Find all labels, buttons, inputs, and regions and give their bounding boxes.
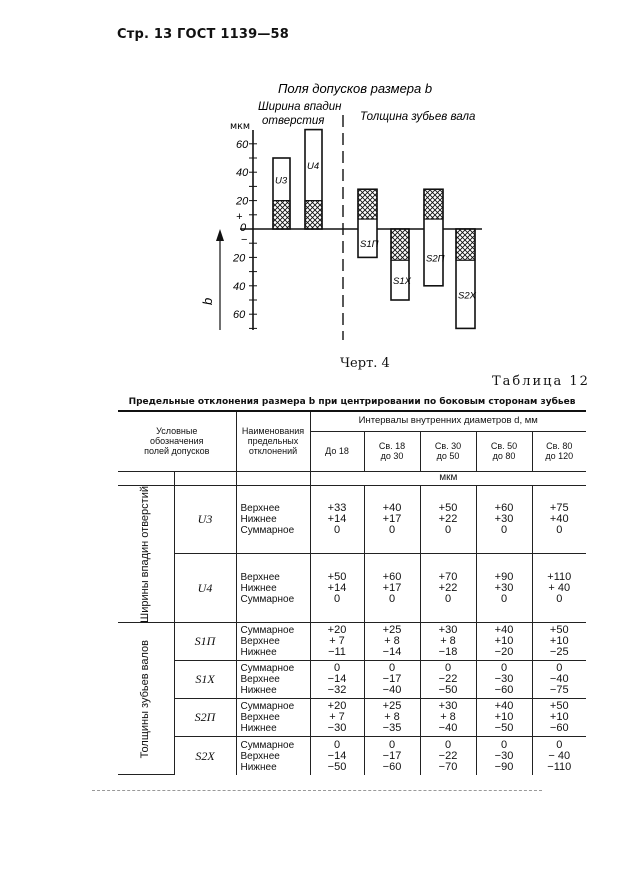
axis-tick-label: 20 [236, 195, 249, 208]
axis-tick-label: 20 [233, 252, 246, 265]
value-cell: +33 +14 0 [310, 485, 364, 554]
axis-tick-label: + [236, 210, 243, 223]
value-cell: +50 +22 0 [420, 485, 476, 554]
axis-zero-label: 0 [240, 222, 247, 234]
group-label-cell: Ширины впадин отверстий [118, 485, 174, 623]
names-header: Наименования предельных отклонений [236, 411, 310, 471]
value-cell: 0 −22 −50 [420, 661, 476, 699]
interval-header-1: До 18 [310, 431, 364, 471]
value-cell: +20 + 7 −30 [310, 699, 364, 737]
group-label-cell: Толщины зубьев валов [118, 623, 174, 775]
zone-s2п [424, 189, 445, 286]
zone-hatched-part [456, 229, 475, 260]
deviation-names: Верхнее Нижнее Суммарное [236, 485, 310, 554]
table-row [118, 737, 586, 775]
deviation-names: Суммарное Верхнее Нижнее [236, 737, 310, 775]
tolerance-code: U4 [174, 554, 236, 623]
table-row [118, 554, 586, 623]
left-group-label-line2: отверстия [262, 115, 325, 127]
axis-tick-label: 40 [236, 167, 249, 180]
value-cell: +40 +17 0 [364, 485, 420, 554]
axis-minus-sign: − [241, 233, 248, 246]
value-cell: 0 −17 −60 [364, 737, 420, 775]
zone-s2x [456, 229, 477, 328]
zone-hatched-part [424, 189, 443, 219]
deviation-names: Суммарное Верхнее Нижнее [236, 661, 310, 699]
table-row [118, 661, 586, 699]
interval-header-3: Св. 30 до 50 [420, 431, 476, 471]
value-cell: 0 −22 −70 [420, 737, 476, 775]
zone-label: U3 [275, 175, 288, 187]
interval-header-2: Св. 18 до 30 [364, 431, 420, 471]
zone-hatched-part [273, 201, 290, 229]
left-group-label-line1: Ширина впадин [258, 101, 342, 113]
zone-s1п [358, 189, 379, 257]
value-cell: +40 +10 −50 [476, 699, 532, 737]
value-cell: +60 +17 0 [364, 554, 420, 623]
figure-caption: Черт. 4 [340, 356, 390, 371]
value-cell: +110 + 40 0 [532, 554, 586, 623]
zone-s1x [391, 229, 412, 300]
value-cell: +30 + 8 −40 [420, 699, 476, 737]
value-cell: +20 + 7 −11 [310, 623, 364, 661]
value-cell: +30 + 8 −18 [420, 623, 476, 661]
right-group-label: Толщина зубьев вала [360, 111, 476, 123]
table-row [118, 699, 586, 737]
symbols-header: Условные обозначения полей допусков [118, 411, 236, 471]
table-row [118, 485, 586, 554]
zone-hatched-part [305, 201, 322, 229]
value-cell: 0 − 40 −110 [532, 737, 586, 775]
zone-hatched-part [391, 229, 409, 260]
value-cell: +40 +10 −20 [476, 623, 532, 661]
deviation-names: Суммарное Верхнее Нижнее [236, 699, 310, 737]
b-arrowhead [216, 229, 224, 241]
value-cell: 0 −17 −40 [364, 661, 420, 699]
value-cell: +75 +40 0 [532, 485, 586, 554]
zone-label: S1П [360, 239, 379, 251]
deviation-names: Верхнее Нижнее Суммарное [236, 554, 310, 623]
zone-label: S2X [458, 290, 476, 302]
value-cell: 0 −30 −60 [476, 661, 532, 699]
axis-tick-label: 60 [233, 309, 246, 322]
value-cell: +60 +30 0 [476, 485, 532, 554]
interval-header-4: Св. 50 до 80 [476, 431, 532, 471]
figure-title: Поля допусков размера b [278, 81, 433, 96]
zone-label: S1X [393, 276, 411, 288]
zone-label: U4 [307, 161, 320, 173]
table-row [118, 623, 586, 661]
value-cell: +25 + 8 −14 [364, 623, 420, 661]
tolerance-code: S2П [174, 699, 236, 737]
unit-row: мкм [310, 471, 586, 485]
value-cell: +90 +30 0 [476, 554, 532, 623]
deviation-names: Суммарное Верхнее Нижнее [236, 623, 310, 661]
tolerance-code: U3 [174, 485, 236, 554]
deviations-table [118, 410, 586, 775]
zone-hatched-part [358, 189, 377, 219]
value-cell: +70 +22 0 [420, 554, 476, 623]
zone-u4 [305, 130, 322, 229]
zone-u3 [273, 158, 290, 229]
tolerance-code: S2X [174, 737, 236, 775]
axis-tick-label: 40 [233, 280, 246, 293]
tolerance-code: S1П [174, 623, 236, 661]
value-cell: 0 −14 −32 [310, 661, 364, 699]
value-cell: +50 +10 −60 [532, 699, 586, 737]
bottom-rule [92, 790, 542, 791]
tolerance-zone-figure [0, 0, 640, 360]
page-header: Стр. 13 ГОСТ 1139—58 [117, 27, 290, 42]
interval-header-5: Св. 80 до 120 [532, 431, 586, 471]
value-cell: +25 + 8 −35 [364, 699, 420, 737]
zone-label: S2П [426, 253, 445, 265]
value-cell: 0 −14 −50 [310, 737, 364, 775]
value-cell: +50 +10 −25 [532, 623, 586, 661]
axis-tick-label: 60 [236, 138, 249, 151]
value-cell: 0 −40 −75 [532, 661, 586, 699]
b-symbol: b [200, 297, 215, 305]
tolerance-code: S1X [174, 661, 236, 699]
intervals-header: Интервалы внутренних диаметров d, мм [310, 411, 586, 431]
value-cell: 0 −30 −90 [476, 737, 532, 775]
table-title: Предельные отклонения размера b при центрировании по боковым сторонам зубьев [128, 397, 576, 407]
axis-unit-label: мкм [230, 121, 251, 132]
value-cell: +50 +14 0 [310, 554, 364, 623]
table-number: Таблица 12 [492, 374, 590, 389]
